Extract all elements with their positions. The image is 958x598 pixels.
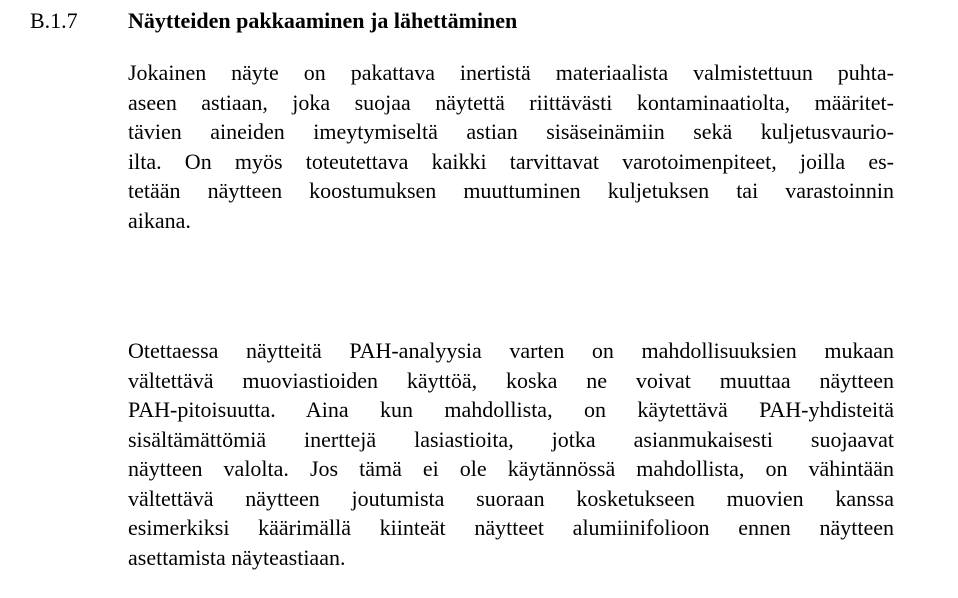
paragraph-line: tetään näytteen koostumuksen muuttuminen kuljetuksen tai varastoinnin [128, 178, 894, 203]
paragraph-line: esimerkiksi käärimällä kiinteät näytteet alumiinifolioon ennen näytteen [128, 515, 894, 540]
paragraph-line: tävien aineiden imeytymiseltä astian sisäseinämiin sekä kuljetusvaurio- [128, 119, 894, 144]
paragraph-line: näytteen valolta. Jos tämä ei ole käytännössä mahdollista, on vähintään [128, 456, 894, 481]
section-number: B.1.7 [30, 8, 78, 33]
paragraph-line: vältettävä näytteen joutumista suoraan kosketukseen muovien kanssa [128, 485, 894, 511]
section-title: Näytteiden pakkaaminen ja lähettäminen [128, 8, 518, 33]
paragraph-line: Jokainen näyte on pakattava inertistä materiaalista valmistettuun puhta- [128, 60, 894, 85]
paragraph-line: aikana. [128, 207, 191, 233]
paragraph-pah-analysis [128, 336, 894, 572]
paragraph-line: aseen astiaan, joka suojaa näytettä riittävästi kontaminaatiolta, määritet- [128, 89, 894, 115]
paragraph-packaging [128, 58, 894, 235]
paragraph-line: asettamista näyteastiaan. [128, 544, 346, 570]
paragraph-line: sisältämättömiä inerttejä lasiastioita, jotka asianmukaisesti suojaavat [128, 426, 894, 452]
paragraph-line: Otettaessa näytteitä PAH-analyysia varten on mahdollisuuksien mukaan [128, 338, 894, 363]
paragraph-line: vältettävä muoviastioiden käyttöä, koska ne voivat muuttaa näytteen [128, 367, 894, 393]
paragraph-line: ilta. On myös toteutettava kaikki tarvittavat varotoimenpiteet, joilla es- [128, 148, 894, 174]
paragraph-line: PAH-pitoisuutta. Aina kun mahdollista, on käytettävä PAH-yhdisteitä [128, 397, 894, 422]
